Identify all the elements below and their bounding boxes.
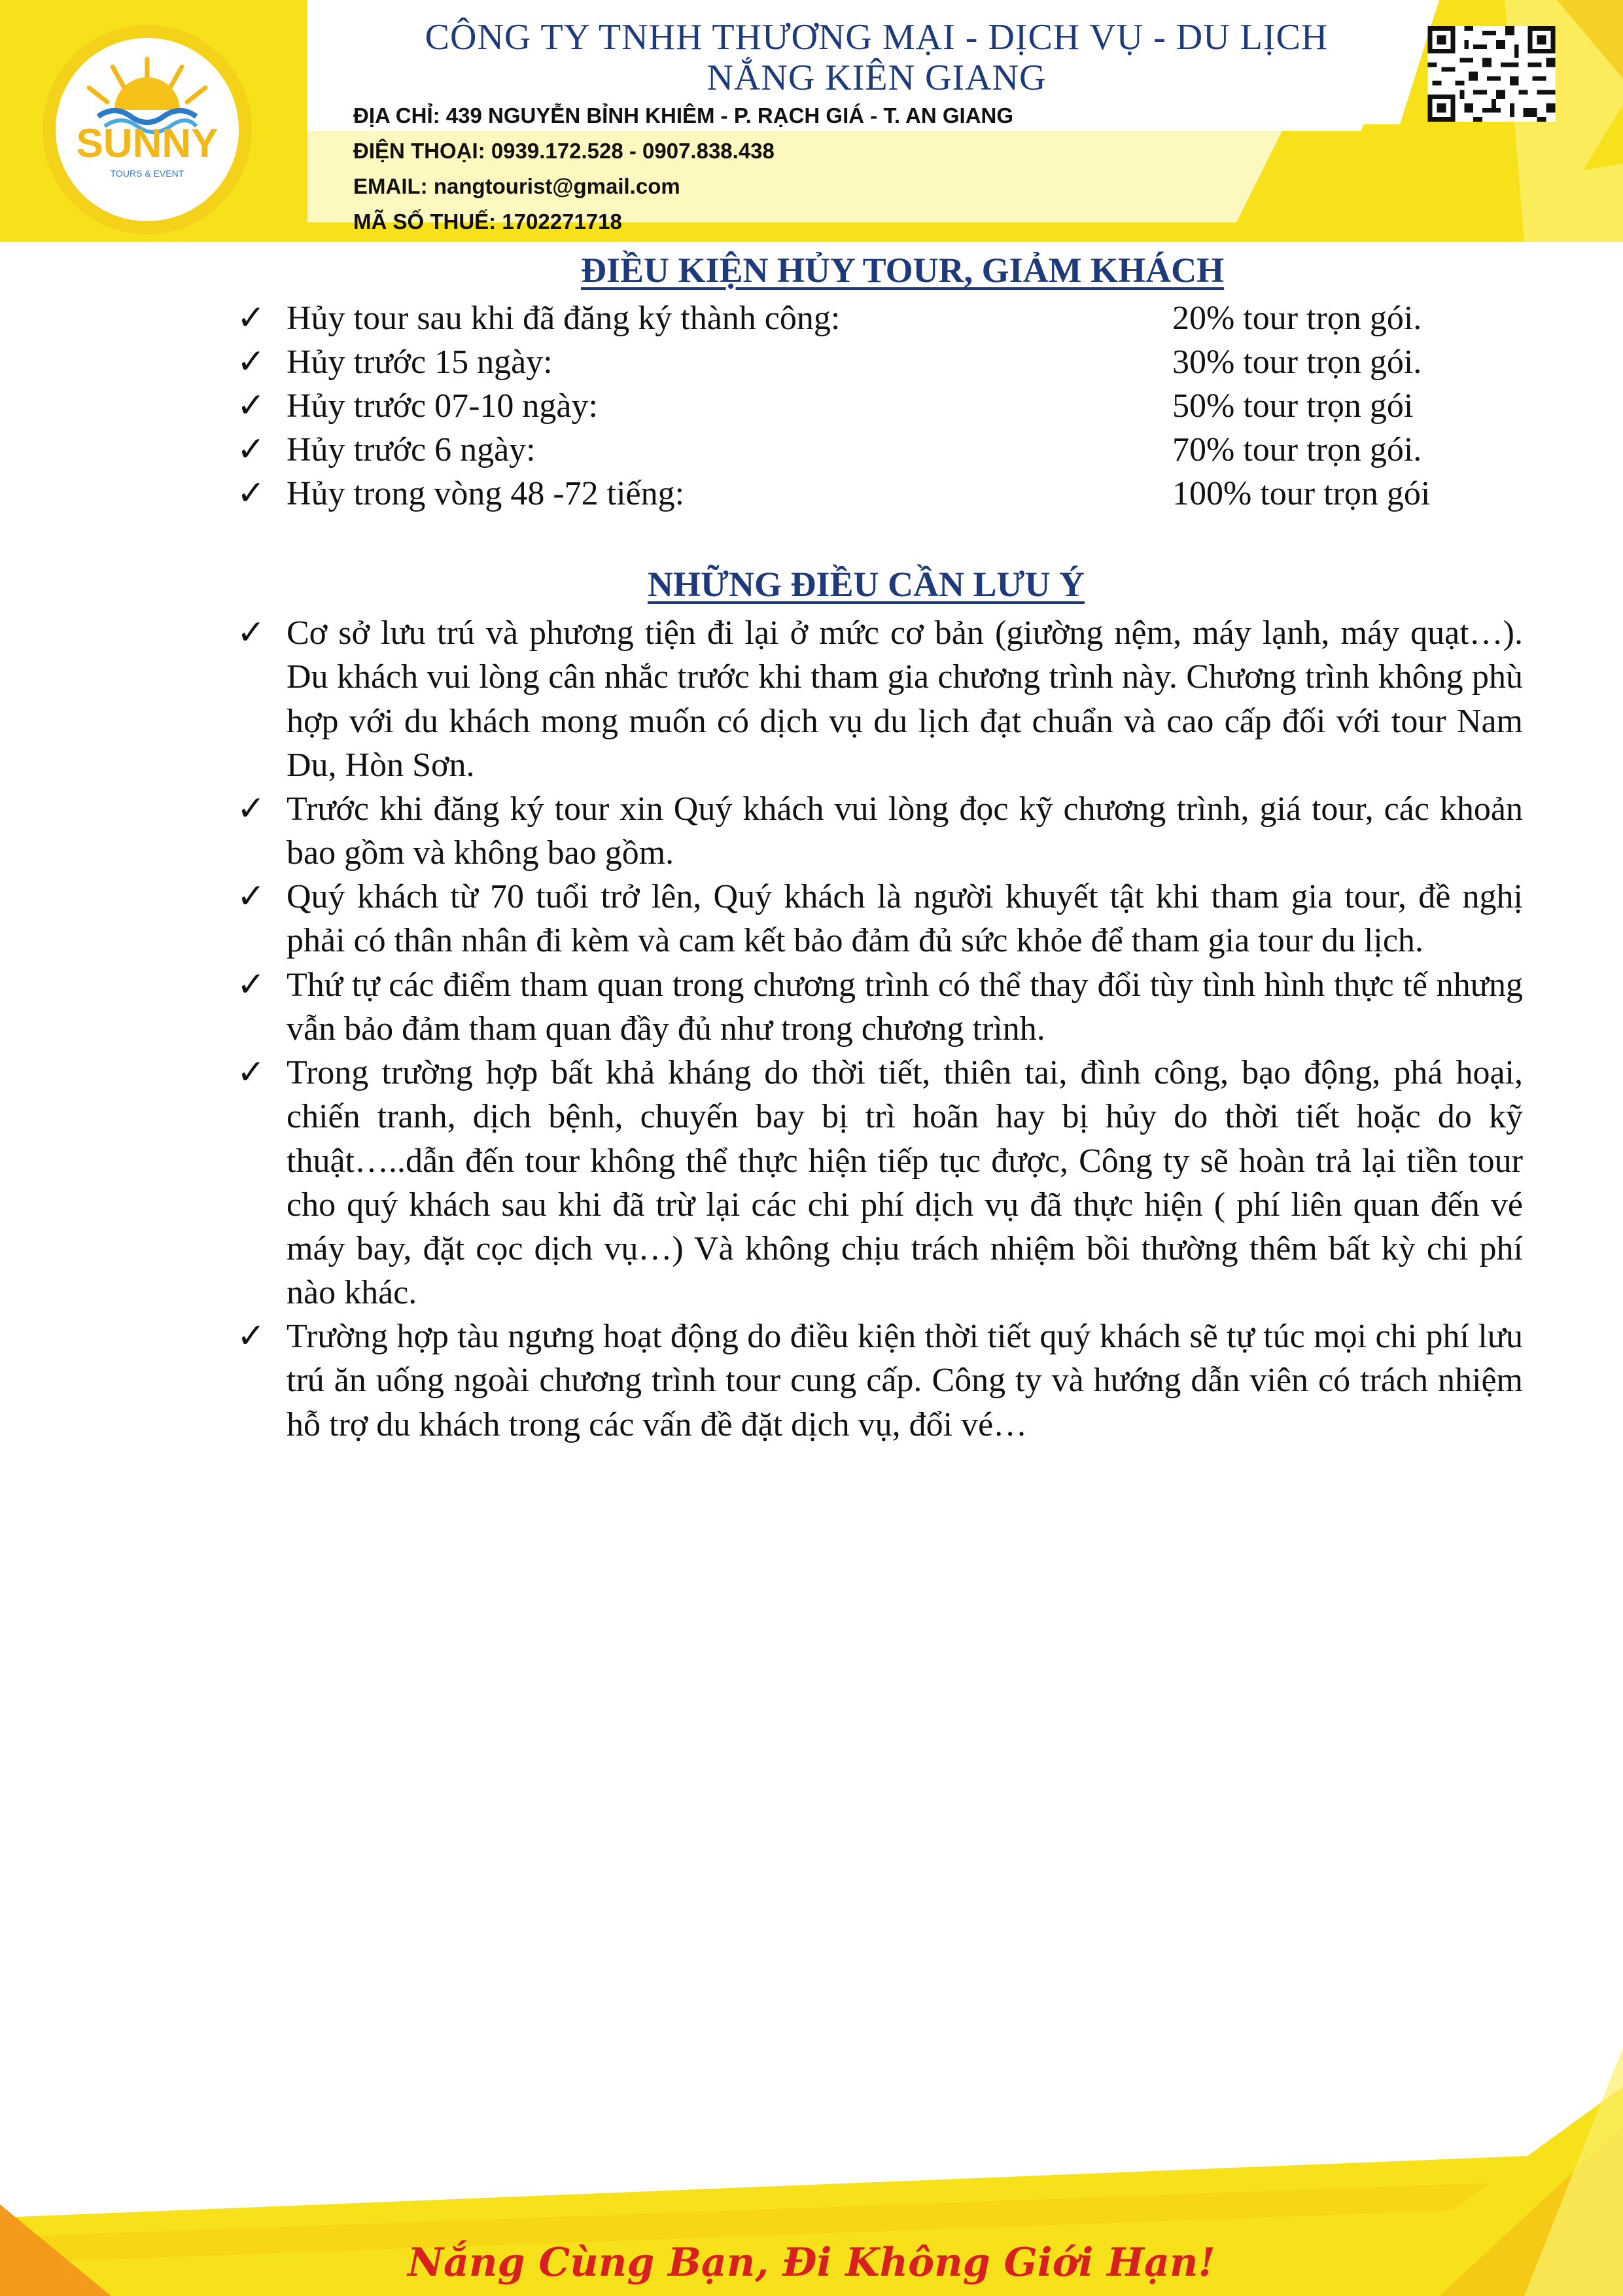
checkmark-icon: ✓: [237, 298, 266, 338]
cancellation-row-label: Hủy trong vòng 48 -72 tiếng:: [287, 475, 685, 512]
checkmark-icon: ✓: [237, 386, 266, 425]
note-item: Trong trường hợp bất khả kháng do thời tiết, thiên tai, đình công, bạo động, phá hoại, chiến tranh, dịch bệnh, chuyến bay bị trì hoãn hay bị hủy do thời tiết hoặc do kỹ thuật…..dẫn đến tour không thể thực hiện tiếp tục được, Công ty sẽ hoàn trả lại tiền tour cho quý khách sau khi đã trừ lại các chi phí dịch vụ đã thực hiện ( phí liên quan đến vé máy bay, đặt cọc dịch vụ…) Và không chịu trách nhiệm bồi thường thêm bất kỳ chi phí nào khác.: [287, 1054, 1523, 1312]
company-phone: ĐIỆN THOẠI: 0939.172.528 - 0907.838.438: [353, 139, 775, 163]
cancellation-row-value: 30% tour trọn gói.: [1172, 344, 1422, 381]
company-address: ĐỊA CHỈ: 439 NGUYỄN BỈNH KHIÊM - P. RẠCH GIÁ - T. AN GIANG: [353, 103, 1014, 128]
note-item: Quý khách từ 70 tuổi trở lên, Quý khách là người khuyết tật khi tham gia tour, đề nghị phải có thân nhân đi kèm và cam kết bảo đảm đủ sức khỏe để tham gia tour du lịch.: [287, 878, 1523, 960]
checkmark-icon: ✓: [237, 1316, 266, 1356]
checkmark-icon: ✓: [237, 789, 266, 828]
company-email: EMAIL: nangtourist@gmail.com: [353, 174, 680, 198]
note-item: Trước khi đăng ký tour xin Quý khách vui lòng đọc kỹ chương trình, giá tour, các khoản bao gồm và không bao gồm.: [287, 790, 1523, 872]
sunny-logo: [26, 12, 275, 234]
cancellation-row-label: Hủy trước 07-10 ngày:: [287, 387, 598, 425]
cancellation-row-value: 20% tour trọn gói.: [1172, 300, 1422, 337]
company-tax-code: MÃ SỐ THUẾ: 1702271718: [353, 209, 622, 234]
note-item: Trường hợp tàu ngưng hoạt động do điều kiện thời tiết quý khách sẽ tự túc mọi chi phí lưu trú ăn uống ngoài chương trình tour cung cấp. Công ty và hướng dẫn viên có trách nhiệm hỗ trợ du khách trong các vấn đề đặt dịch vụ, đổi vé…: [287, 1318, 1523, 1443]
qr-code-icon: [1427, 26, 1556, 122]
letterhead: [0, 0, 1623, 242]
checkmark-icon: ✓: [237, 342, 266, 381]
notes-title: NHỮNG ĐIỀU CẦN LƯU Ý: [648, 565, 1085, 604]
checkmark-icon: ✓: [237, 474, 266, 513]
cancellation-row-value: 70% tour trọn gói.: [1172, 431, 1422, 468]
checkmark-icon: ✓: [237, 877, 266, 916]
company-name-line1: CÔNG TY TNHH THƯƠNG MẠI - DỊCH VỤ - DU LỊCH: [425, 17, 1329, 58]
logo-subtext: TOURS & EVENT: [110, 168, 184, 179]
cancellation-row-value: 50% tour trọn gói: [1172, 387, 1414, 425]
checkmark-icon: ✓: [237, 965, 266, 1004]
cancellation-row-label: Hủy trước 15 ngày:: [287, 344, 553, 381]
footer-slogan: Nắng Cùng Bạn, Đi Không Giới Hạn!: [408, 2240, 1215, 2286]
page-footer: [0, 2047, 1623, 2296]
checkmark-icon: ✓: [237, 430, 266, 469]
company-name-line2: NẮNG KIÊN GIANG: [707, 58, 1047, 98]
checkmark-icon: ✓: [237, 613, 266, 652]
checkmark-icon: ✓: [237, 1053, 266, 1092]
cancellation-row-label: Hủy trước 6 ngày:: [287, 431, 536, 468]
note-item: Cơ sở lưu trú và phương tiện đi lại ở mức cơ bản (giường nệm, máy lạnh, máy quạt…). Du khách vui lòng cân nhắc trước khi tham gia chương trình này. Chương trình không phù hợp với du khách mong muốn có dịch vụ du lịch đạt chuẩn và cao cấp đối với tour Nam Du, Hòn Sơn.: [287, 614, 1523, 784]
cancellation-title: ĐIỀU KIỆN HỦY TOUR, GIẢM KHÁCH: [581, 251, 1225, 290]
company-name: [340, 17, 1413, 98]
cancellation-row-value: 100% tour trọn gói: [1172, 475, 1431, 512]
note-item: Thứ tự các điểm tham quan trong chương trình có thể thay đổi tùy tình hình thực tế nhưng vẫn bảo đảm tham quan đầy đủ như trong chương trình.: [287, 966, 1523, 1048]
cancellation-row-label: Hủy tour sau khi đã đăng ký thành công:: [287, 300, 841, 337]
logo-text: SUNNY: [76, 121, 218, 166]
